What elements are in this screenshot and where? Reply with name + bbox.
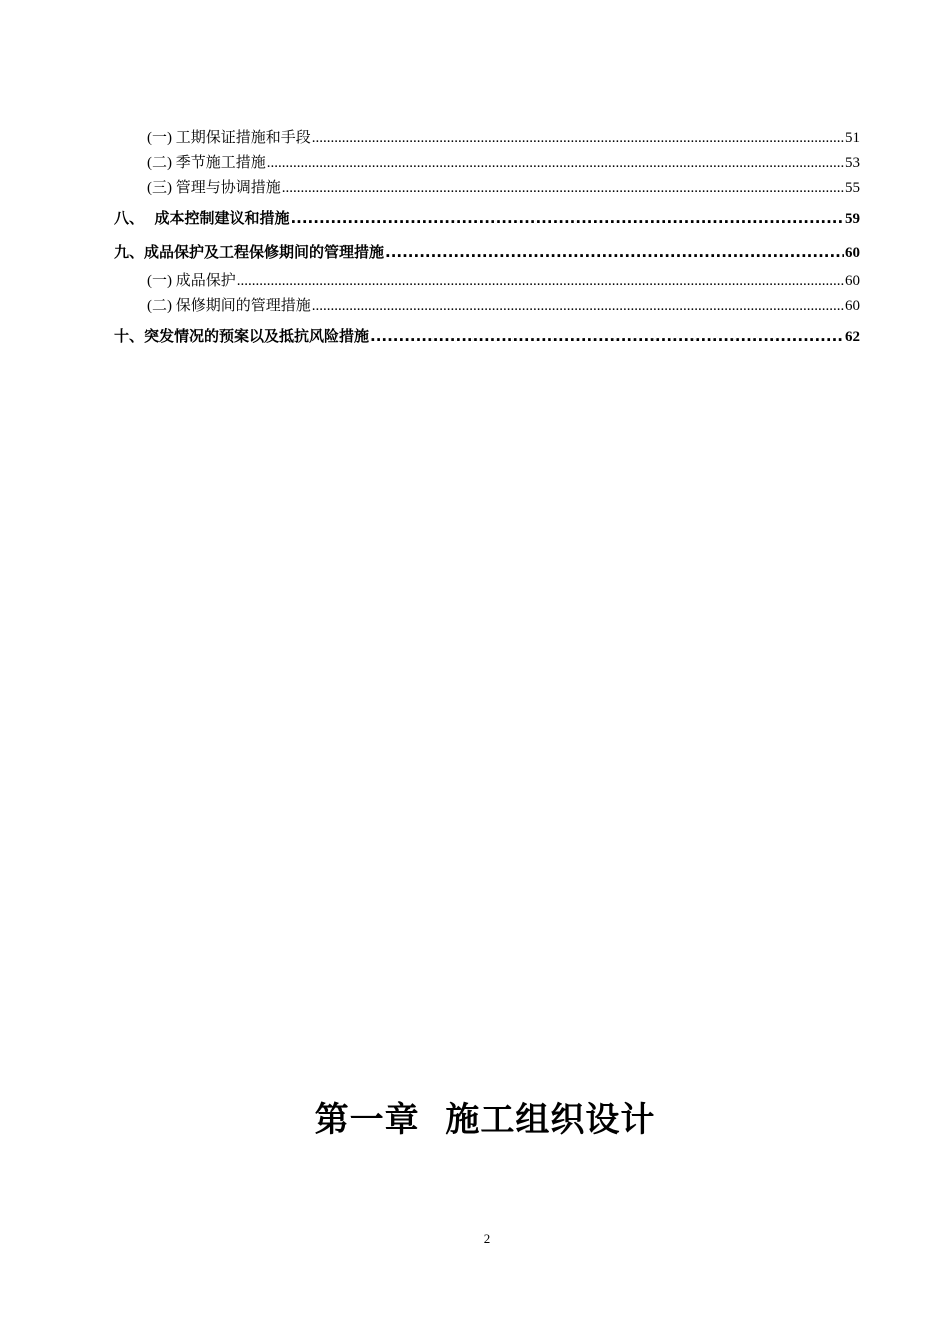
toc-entry-label: (二) 保修期间的管理措施 — [147, 298, 311, 314]
toc-entry-page: 60 — [845, 273, 860, 289]
toc-entry[interactable] — [114, 269, 860, 294]
toc-entry-page: 55 — [845, 180, 860, 196]
toc-entry-page: 51 — [845, 130, 860, 146]
toc-leader-dots — [370, 319, 844, 353]
toc-entry-page: 53 — [845, 155, 860, 171]
toc-entry[interactable] — [114, 235, 860, 269]
toc-entry-label: 十、突发情况的预案以及抵抗风险措施 — [114, 327, 370, 345]
toc-leader-dots — [237, 269, 844, 294]
toc-entry[interactable] — [114, 126, 860, 151]
toc-entry[interactable] — [114, 201, 860, 235]
toc-entry-label: (二) 季节施工措施 — [147, 155, 266, 171]
toc-leader-dots — [312, 294, 844, 319]
toc-entry[interactable] — [114, 319, 860, 353]
page-number: 2 — [483, 1231, 491, 1246]
chapter-title: 第一章 施工组织设计 — [314, 1100, 656, 1140]
toc-entry-page: 59 — [845, 211, 860, 227]
toc-entry[interactable] — [114, 294, 860, 319]
toc-leader-dots — [290, 201, 844, 235]
toc-leader-dots — [385, 235, 844, 269]
toc-entry-page: 60 — [845, 245, 860, 261]
toc-leader-dots — [282, 176, 844, 201]
toc-entry-label: (一) 成品保护 — [147, 273, 236, 289]
toc-entry-label: 九、成品保护及工程保修期间的管理措施 — [114, 243, 385, 261]
toc-entry-label: 八、 成本控制建议和措施 — [114, 209, 290, 227]
toc-leader-dots — [312, 126, 844, 151]
toc-entry-page: 60 — [845, 298, 860, 314]
toc-entry-label: (三) 管理与协调措施 — [147, 180, 281, 196]
toc-entry[interactable] — [114, 176, 860, 201]
table-of-contents — [114, 126, 860, 353]
toc-entry-page: 62 — [845, 329, 860, 345]
toc-entry-label: (一) 工期保证措施和手段 — [147, 130, 311, 146]
toc-leader-dots — [267, 151, 844, 176]
toc-entry[interactable] — [114, 151, 860, 176]
